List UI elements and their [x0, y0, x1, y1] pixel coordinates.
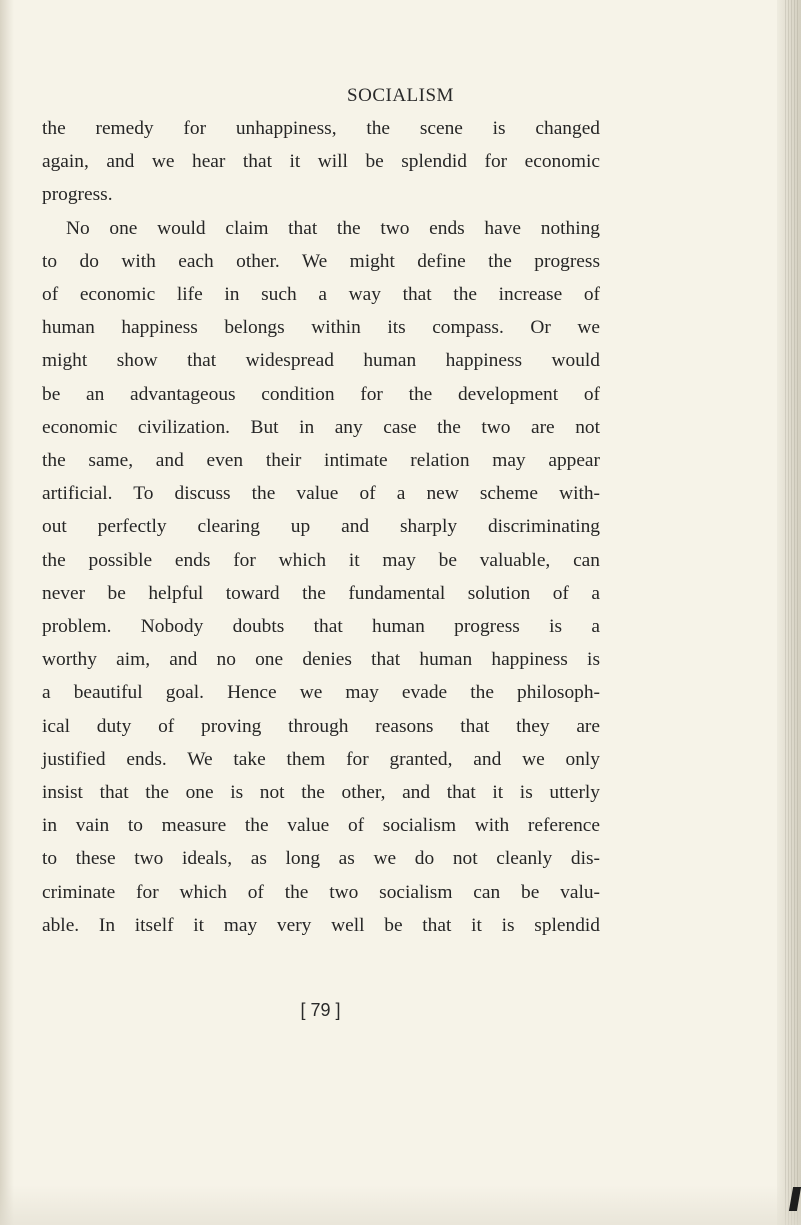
- text-line: out perfectly clearing up and sharply discriminating: [42, 516, 600, 538]
- text-line: the possible ends for which it may be valuable, can: [42, 549, 600, 571]
- page-bottom-shade: [0, 1185, 801, 1225]
- text-line: artificial. To discuss the value of a new scheme with-: [42, 483, 600, 505]
- text-line: able. In itself it may very well be that it is splendid: [42, 914, 600, 936]
- text-line: a beautiful goal. Hence we may evade the philosoph-: [42, 682, 600, 704]
- text-line: justified ends. We take them for granted, and we only: [42, 748, 600, 770]
- text-line: economic civilization. But in any case the two are not: [42, 416, 600, 438]
- text-line: be an advantageous condition for the development of: [42, 383, 600, 405]
- text-line: progress.: [42, 184, 113, 206]
- text-line: might show that widespread human happiness would: [42, 350, 600, 372]
- body-text: [42, 112, 600, 942]
- text-line: criminate for which of the two socialism can be valu-: [42, 881, 600, 903]
- text-line: to do with each other. We might define the progress: [42, 250, 600, 272]
- paragraph-first-line: No one would claim that the two ends have nothing: [66, 217, 600, 239]
- text-line: to these two ideals, as long as we do not cleanly dis-: [42, 848, 600, 870]
- text-line: the same, and even their intimate relation may appear: [42, 450, 600, 472]
- page-number: [ 79 ]: [300, 1000, 341, 1020]
- text-line: never be helpful toward the fundamental solution of a: [42, 582, 600, 604]
- page-gutter: [0, 0, 14, 1225]
- text-line: again, and we hear that it will be splendid for economic: [42, 151, 600, 173]
- text-line: of economic life in such a way that the increase of: [42, 284, 600, 306]
- text-line: worthy aim, and no one denies that human happiness is: [42, 649, 600, 671]
- text-line: in vain to measure the value of socialism with reference: [42, 815, 600, 837]
- text-line: the remedy for unhappiness, the scene is changed: [42, 118, 600, 139]
- text-line: human happiness belongs within its compass. Or we: [42, 317, 600, 339]
- text-line: insist that the one is not the other, and that it is utterly: [42, 782, 600, 804]
- text-line: ical duty of proving through reasons that they are: [42, 715, 600, 737]
- running-head: SOCIALISM: [347, 85, 454, 106]
- text-line: problem. Nobody doubts that human progress is a: [42, 616, 600, 638]
- page-edge-lines: [785, 0, 799, 1225]
